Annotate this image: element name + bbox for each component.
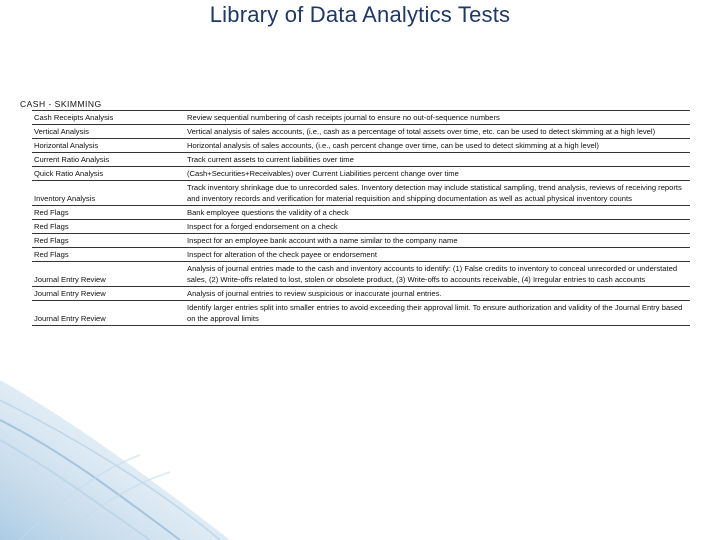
test-description-cell: Inspect for a forged endorsement on a check <box>185 220 690 234</box>
table-row <box>32 139 690 153</box>
table-row <box>32 287 690 301</box>
test-category-cell: Red Flags <box>32 234 185 248</box>
test-description-cell: Analysis of journal entries made to the cash and inventory accounts to identify: (1) False credits to inventory to conceal unrecorded or understated sales, (2) Write-offs related to lost, stolen or obsolete product, (3) Write-offs to accounts receivable, (4) Irregular entries to cash accounts <box>185 262 690 287</box>
table-row <box>32 248 690 262</box>
test-description-cell: Track current assets to current liabilities over time <box>185 153 690 167</box>
analytics-tests-table <box>32 110 690 326</box>
table-row <box>32 125 690 139</box>
test-description-cell: (Cash+Securities+Receivables) over Current Liabilities percent change over time <box>185 167 690 181</box>
test-description-cell: Identify larger entries split into smaller entries to avoid exceeding their approval limit. To ensure authorization and validity of the Journal Entry based on the approval limits <box>185 301 690 326</box>
test-category-cell: Journal Entry Review <box>32 301 185 326</box>
test-description-cell: Track inventory shrinkage due to unrecorded sales. Inventory detection may include statistical sampling, trend analysis, reviews of receiving reports and inventory records and verification for material requisition and shipping documentation as well as actual physical inventory counts <box>185 181 690 206</box>
table-row <box>32 153 690 167</box>
test-category-cell: Vertical Analysis <box>32 125 185 139</box>
test-description-cell: Horizontal analysis of sales accounts, (i.e., cash percent change over time, can be used to detect skimming at a high level) <box>185 139 690 153</box>
test-category-cell: Quick Ratio Analysis <box>32 167 185 181</box>
table-row <box>32 206 690 220</box>
table-row <box>32 301 690 326</box>
test-category-cell: Red Flags <box>32 220 185 234</box>
test-description-cell: Analysis of journal entries to review suspicious or inaccurate journal entries. <box>185 287 690 301</box>
table-row <box>32 262 690 287</box>
test-description-cell: Inspect for an employee bank account with a name similar to the company name <box>185 234 690 248</box>
test-description-cell: Vertical analysis of sales accounts, (i.e., cash as a percentage of total assets over time, etc. can be used to detect skimming at a high level) <box>185 125 690 139</box>
corner-swoosh-decoration <box>0 380 230 540</box>
test-category-cell: Red Flags <box>32 248 185 262</box>
test-category-cell: Red Flags <box>32 206 185 220</box>
table-row <box>32 167 690 181</box>
slide-title: Library of Data Analytics Tests <box>209 2 511 27</box>
test-category-cell: Journal Entry Review <box>32 262 185 287</box>
test-category-cell: Cash Receipts Analysis <box>32 111 185 125</box>
test-category-cell: Horizontal Analysis <box>32 139 185 153</box>
test-description-cell: Bank employee questions the validity of a check <box>185 206 690 220</box>
test-category-cell: Current Ratio Analysis <box>32 153 185 167</box>
table-body <box>32 111 690 326</box>
table-row <box>32 220 690 234</box>
test-category-cell: Inventory Analysis <box>32 181 185 206</box>
test-description-cell: Review sequential numbering of cash receipts journal to ensure no out-of-sequence numbers <box>185 111 690 125</box>
table-row <box>32 234 690 248</box>
section-heading: CASH - SKIMMING <box>20 99 102 109</box>
test-category-cell: Journal Entry Review <box>32 287 185 301</box>
table-row <box>32 111 690 125</box>
test-description-cell: Inspect for alteration of the check payee or endorsement <box>185 248 690 262</box>
table-row <box>32 181 690 206</box>
